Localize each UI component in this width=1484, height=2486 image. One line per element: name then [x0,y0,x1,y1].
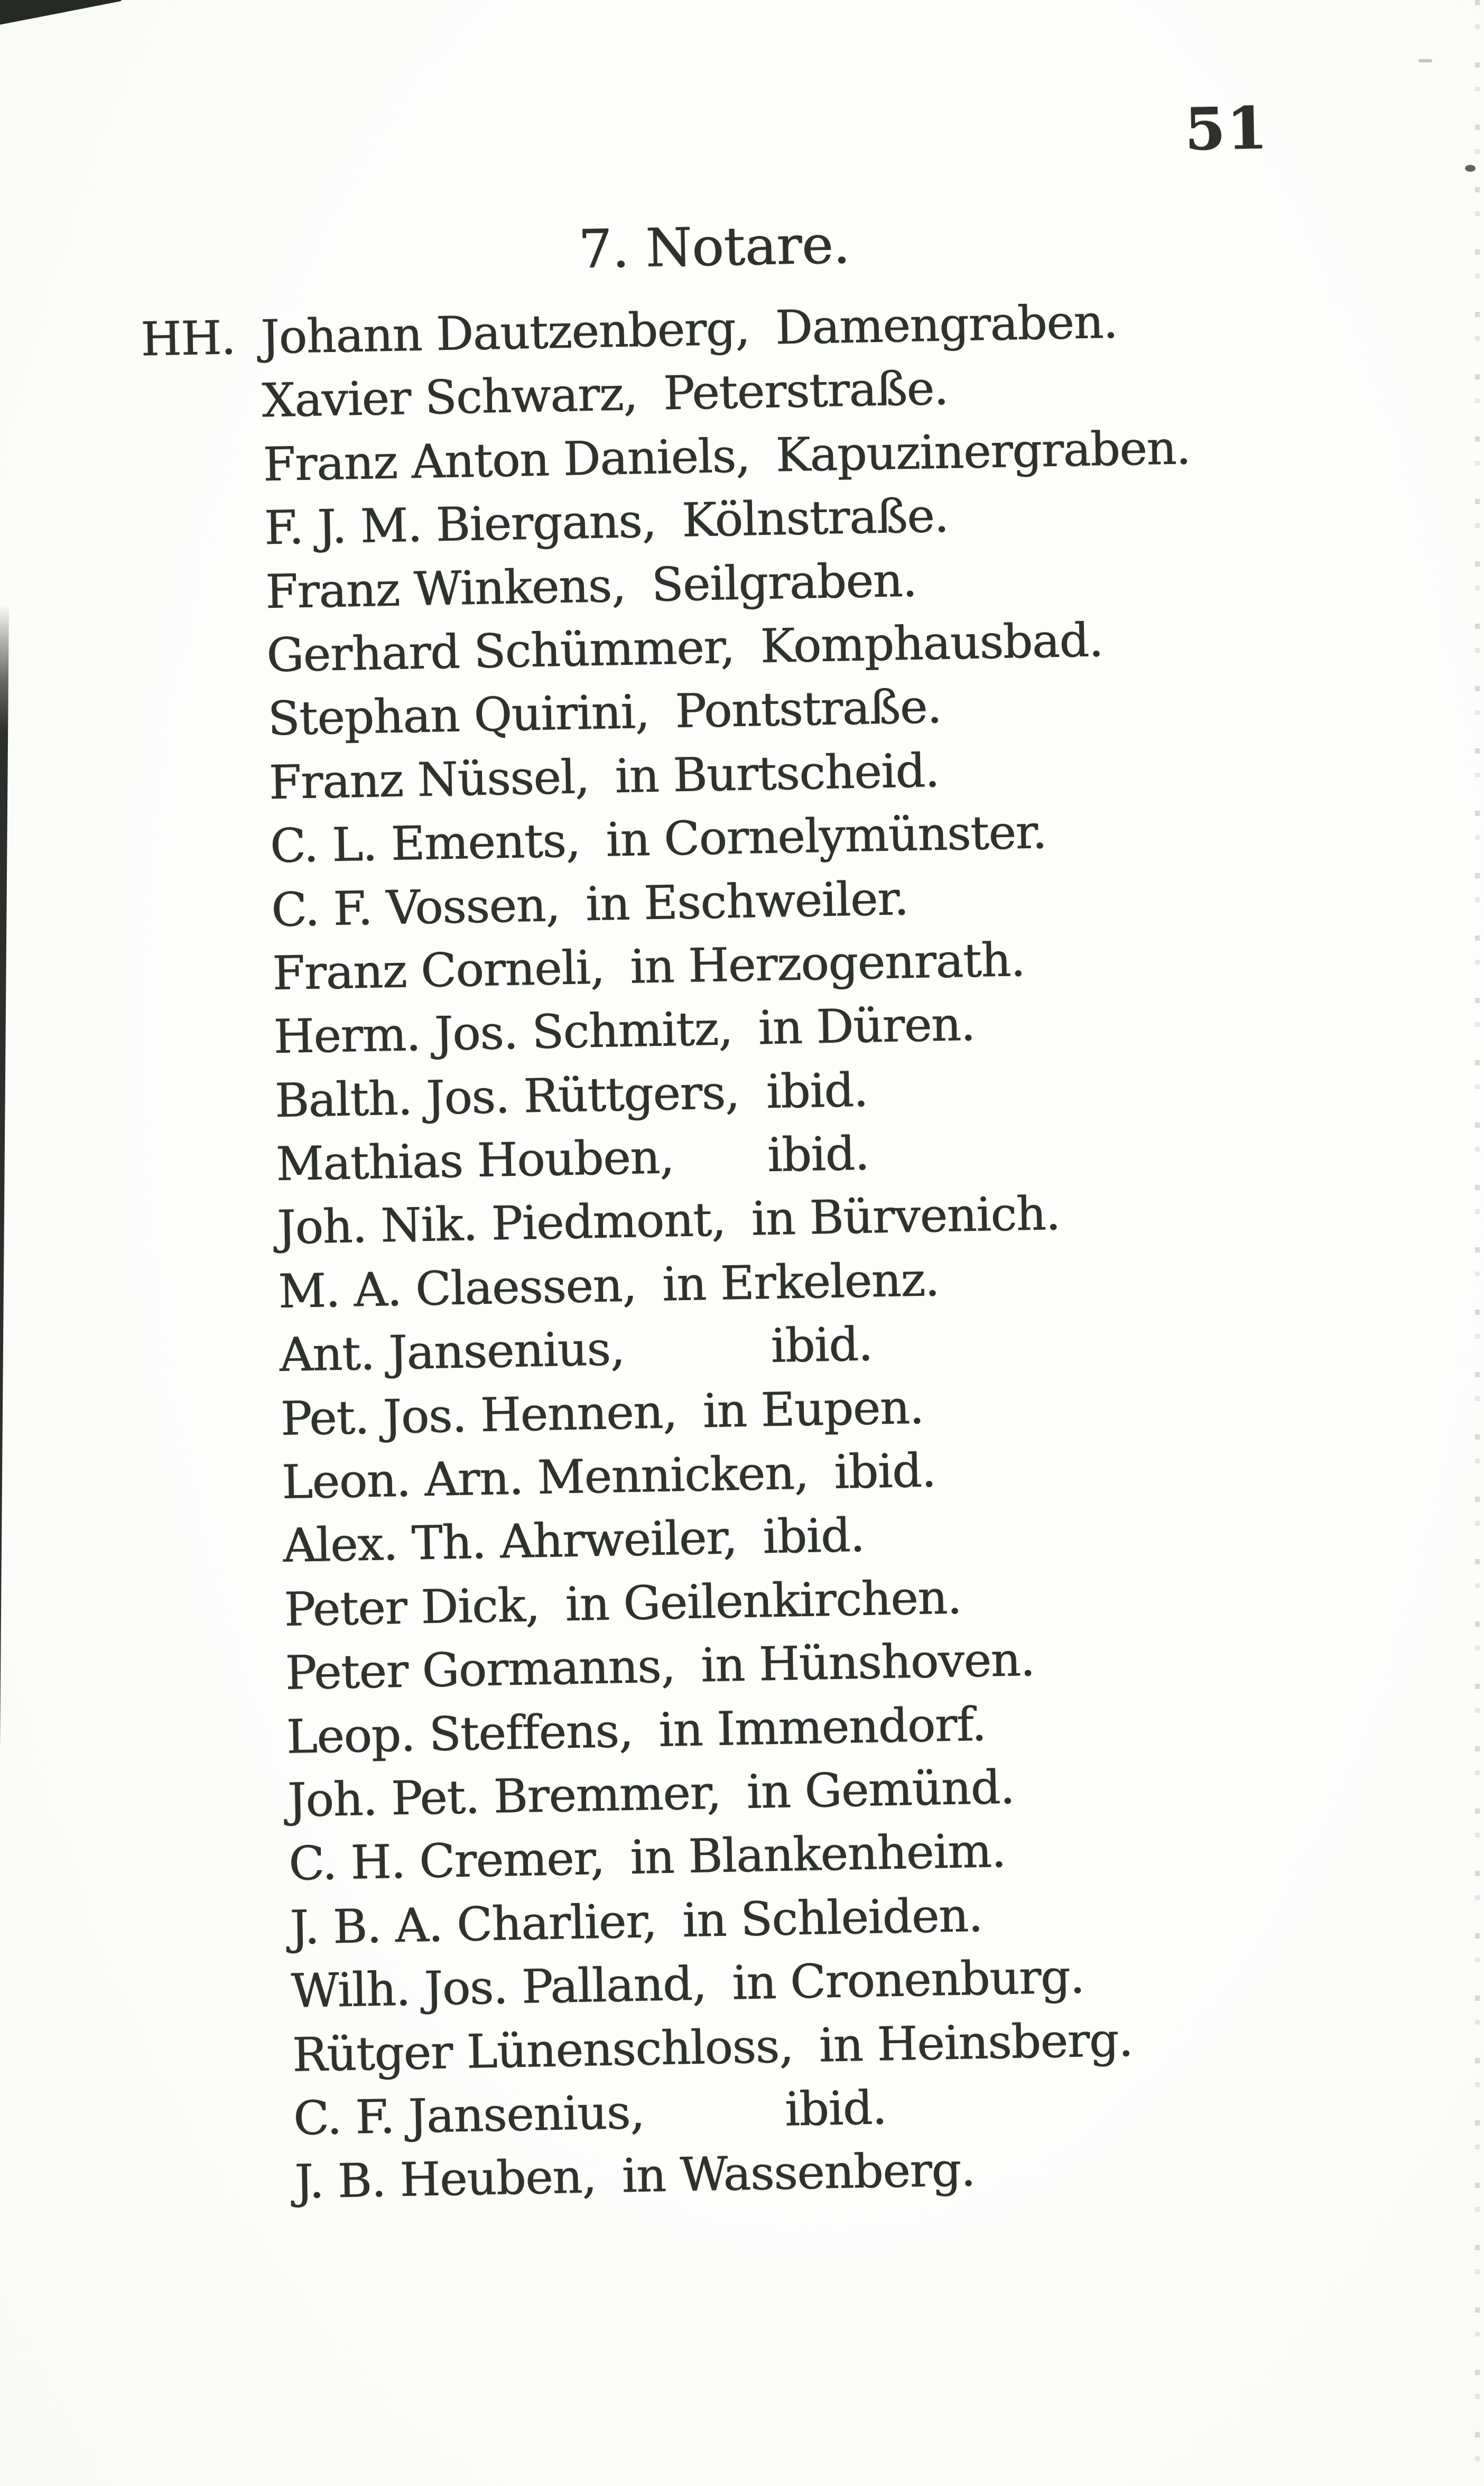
notary-name: Franz Winkens, [265,558,626,619]
notary-place: ibid. [765,1062,868,1119]
notary-place: in Bürvenich. [750,1186,1061,1247]
notary-place: Kapuzinergraben. [775,420,1191,483]
notary-place: Seilgraben. [651,552,917,612]
notary-place: in Blankenheim. [629,1823,1006,1885]
notary-place: in Herzogenrath. [629,932,1025,994]
notary-name: C. L. Ements, [270,813,581,874]
notary-name: Xavier Schwarz, [261,366,638,428]
notary-place: Damengraben. [775,294,1118,355]
notary-place: in Düren. [757,997,976,1055]
notary-place: in Heinsberg. [818,2012,1133,2073]
notary-name: C. F. Jansenius, [293,2084,645,2146]
notary-place: in Wassenberg. [621,2142,976,2203]
notary-name: J. B. Heuben, [294,2149,597,2210]
notary-place: in Gemünd. [746,1759,1015,1819]
notary-name: Pet. Jos. Hennen, [280,1384,678,1446]
notary-place: in Burtscheid. [614,743,940,803]
notary-place: Komphausbad. [759,613,1103,674]
notary-place: in Eupen. [702,1379,924,1439]
notary-name: C. F. Vossen, [271,877,561,937]
notary-name: Franz Corneli, [272,940,605,1001]
notary-place: ibid. [833,1443,936,1499]
notary-name: Wilh. Jos. Palland, [290,1956,707,2019]
notary-place: ibid. [762,1508,865,1564]
notary-name: Rütger Lünenschloss, [292,2018,794,2082]
notary-place: in Eschweiler. [585,870,909,931]
notary-place: in Immendorf. [658,1696,987,1757]
notary-name: Leon. Arn. Mennicken, [281,1445,809,1510]
notary-name: Peter Gormanns, [284,1638,676,1701]
notary-name: Franz Nüssel, [268,749,590,810]
notary-place: ibid. [767,1126,869,1183]
notary-name: C. H. Cremer, [288,1831,605,1891]
page-number: 51 [1184,94,1269,164]
scan-edge-blob [1465,165,1476,172]
notary-place: in Cronenburg. [731,1949,1085,2010]
notary-place: Kölnstraße. [681,488,949,548]
notary-name: Ant. Jansenius, [279,1321,625,1383]
notary-name: Joh. Pet. Bremmer, [287,1765,721,1828]
notary-place: in Schleiden. [682,1887,983,1948]
notary-name: Balth. Jos. Rüttgers, [274,1064,740,1128]
notary-place: in Erkelenz. [662,1252,940,1312]
notary-name: Mathias Houben, [275,1129,674,1192]
notary-name: Franz Anton Daniels, [262,428,750,492]
notary-name: Johann Dautzenberg, [260,301,750,365]
notary-name: Leop. Steffens, [286,1703,634,1764]
notary-name: Peter Dick, [283,1577,540,1637]
honorific-prefix: HH. [140,310,236,367]
notary-place: Pontstraße. [674,679,942,739]
notary-name: F. J. M. Biergans, [264,493,657,555]
notary-place: in Hünshoven. [700,1632,1035,1693]
notary-name: Joh. Nik. Piedmont, [276,1192,726,1255]
notary-list [0,292,1484,2228]
notary-place: ibid. [770,1316,873,1374]
notary-place: in Cornelymünster. [605,804,1047,867]
notary-name: Herm. Jos. Schmitz, [273,1001,733,1064]
notary-name: Gerhard Schümmer, [266,619,735,683]
notary-place: in Geilenkirchen. [564,1570,962,1632]
notary-place: Peterstraße. [663,360,949,421]
notary-name: Alex. Th. Ahrweiler, [282,1510,738,1573]
notary-name: M. A. Claessen, [277,1257,637,1319]
section-heading: 7. Notare. [578,213,850,281]
notary-name: Stephan Quirini, [267,684,650,746]
notary-name: J. B. A. Charlier, [289,1893,657,1955]
notary-place: ibid. [784,2080,887,2137]
